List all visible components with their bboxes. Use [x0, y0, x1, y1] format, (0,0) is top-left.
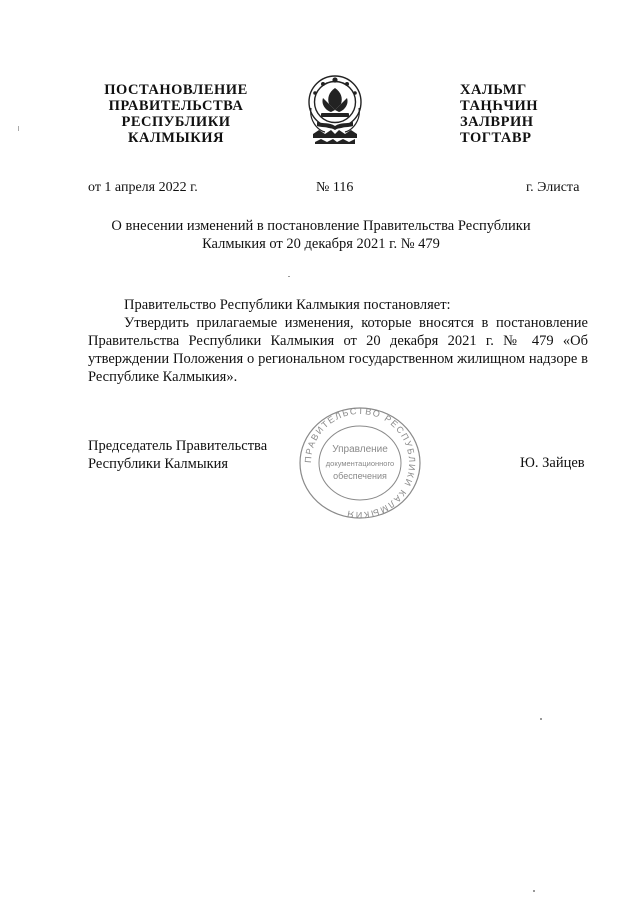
- signatory-position-line: Председатель Правительства: [88, 438, 268, 454]
- official-stamp-icon: [296, 404, 424, 522]
- header-right-line: ЗАЛВРИН: [460, 114, 534, 130]
- header-left-title: [96, 82, 256, 146]
- body-paragraph: Утвердить прилагаемые изменения, которые вносятся в постановление Правительства Республики Калмыкия от 20 декабря 2021 г. № 479 «Об утверждении Положения о региональном государственном жилищном надзоре в Республике Калмыкия».: [88, 315, 588, 385]
- header-left-line: ПРАВИТЕЛЬСТВА: [108, 98, 244, 114]
- scan-artifact: [18, 126, 19, 131]
- scan-artifact: [540, 718, 542, 720]
- document-title-line: О внесении изменений в постановление Правительства Республики: [111, 218, 531, 234]
- stamp-center-line: обеспечения: [333, 471, 387, 481]
- document-title-line: Калмыкия от 20 декабря 2021 г. № 479: [202, 236, 440, 252]
- header-right-line: ХАЛЬМГ: [460, 82, 527, 98]
- document-city: г. Элиста: [526, 180, 580, 195]
- header-left-line: РЕСПУБЛИКИ: [121, 114, 231, 130]
- kalmykia-coat-of-arms-icon: [303, 68, 367, 158]
- stamp-center-line: Управление: [332, 444, 388, 455]
- signatory-position: [88, 437, 267, 473]
- header-right-line: ТОГТАВР: [460, 130, 532, 146]
- header-right-line: ТАҢҺЧИН: [460, 98, 539, 114]
- document-title: [90, 217, 552, 253]
- signatory-name: Ю. Зайцев: [520, 455, 585, 471]
- document-body: [88, 296, 588, 386]
- stamp-center-line: документационного: [325, 459, 395, 468]
- scan-artifact: [288, 276, 290, 277]
- document-number: № 116: [316, 180, 354, 195]
- header-left-line: КАЛМЫКИЯ: [128, 130, 224, 146]
- stamp-ring-text: ПРАВИТЕЛЬСТВО РЕСПУБЛИКИ КАЛМЫКИЯ: [302, 405, 418, 521]
- body-paragraph: Правительство Республики Калмыкия постановляет:: [124, 297, 451, 313]
- scan-artifact: [533, 890, 535, 892]
- document-date: от 1 апреля 2022 г.: [88, 180, 198, 195]
- header-left-line: ПОСТАНОВЛЕНИЕ: [104, 82, 248, 98]
- signatory-position-line: Республики Калмыкия: [88, 456, 229, 472]
- header-right-title: [460, 82, 560, 146]
